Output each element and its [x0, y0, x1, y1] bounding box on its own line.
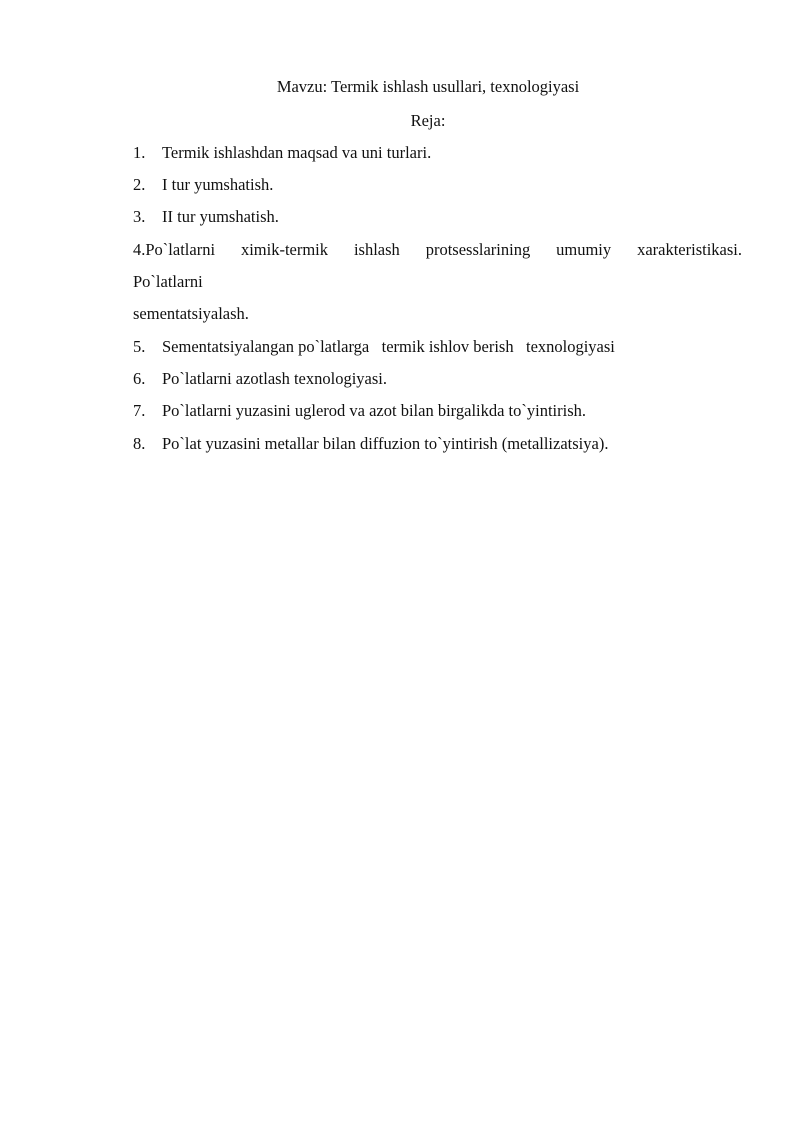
list-item — [133, 368, 387, 390]
word: protsesslarining — [425, 240, 531, 259]
word: umumiy — [556, 240, 612, 259]
list-item-number: 8. — [133, 434, 146, 453]
list-item-text: Po`lat yuzasini metallar bilan diffuzion to`yintirish (metallizatsiya). — [162, 434, 609, 453]
list-item — [133, 142, 431, 164]
word: xarakteristikasi. — [637, 240, 742, 259]
list-item — [133, 206, 279, 228]
list-item-text: Termik ishlashdan maqsad va uni turlari. — [162, 143, 432, 162]
list-item-4-line2: Po`latlarni — [133, 272, 203, 291]
word: 4.Po`latlarni — [133, 240, 216, 259]
word: ishlash — [353, 240, 400, 259]
list-item-text: Sementatsiyalangan po`latlarga termik ishlov berish texnologiyasi — [162, 337, 615, 356]
list-item-number: 2. — [133, 175, 146, 194]
list-item — [133, 400, 586, 422]
plan-heading: Reja: — [410, 111, 446, 130]
list-item-text: II tur yumshatish. — [162, 207, 279, 226]
list-item-number: 3. — [133, 207, 146, 226]
list-item-number: 5. — [133, 337, 146, 356]
list-item-number: 7. — [133, 401, 146, 420]
list-item-text: I tur yumshatish. — [162, 175, 274, 194]
document-title: Mavzu: Termik ishlash usullari, texnologiyasi — [276, 77, 580, 96]
list-item-4-line1 — [133, 239, 742, 261]
list-item — [133, 336, 615, 358]
list-item — [133, 433, 608, 455]
word: ximik-termik — [240, 240, 329, 259]
list-item-text: Po`latlarni yuzasini uglerod va azot bilan birgalikda to`yintirish. — [162, 401, 587, 420]
list-item — [133, 174, 273, 196]
list-item-4-line3: sementatsiyalash. — [133, 304, 249, 323]
list-item-number: 1. — [133, 143, 146, 162]
list-item-text: Po`latlarni azotlash texnologiyasi. — [162, 369, 387, 388]
list-item-number: 6. — [133, 369, 146, 388]
